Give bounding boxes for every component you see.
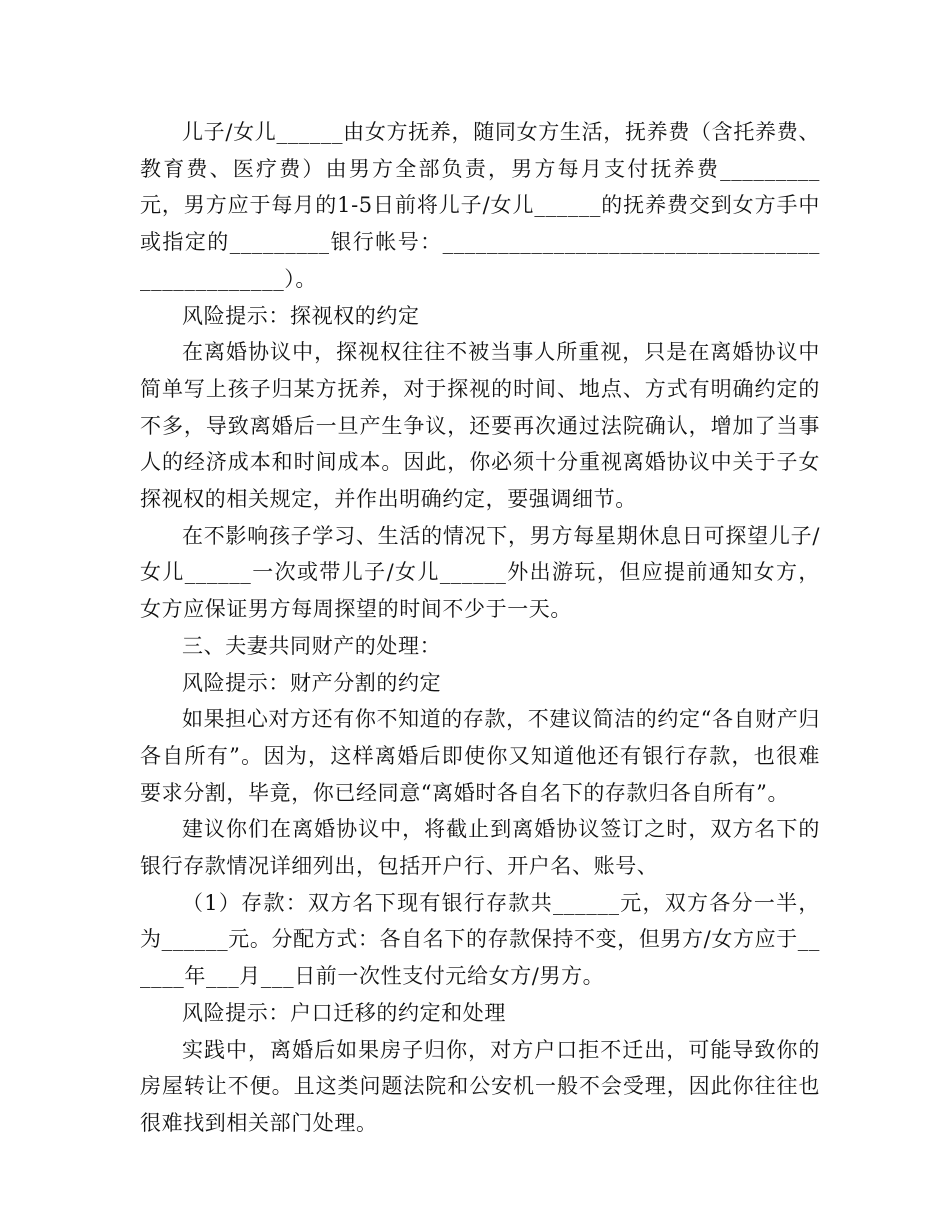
paragraph-property-explanation: 如果担心对方还有你不知道的存款，不建议简洁的约定“各自财产归各自所有”。因为，这样离婚后即使你又知道他还有银行存款，也很难要求分割，毕竟，你已经同意“离婚时各自名下的存款归各自所有”。 [140, 707, 820, 805]
paragraph-household-explanation: 实践中，离婚后如果房子归你，对方户口拒不迁出，可能导致你的房屋转让不便。且这类问题法院和公安机一般不会受理，因此你往往也很难找到相关部门处理。 [140, 1037, 820, 1135]
document-body [140, 114, 820, 1142]
paragraph-deposit-suggestion: 建议你们在离婚协议中，将截止到离婚协议签订之时，双方名下的银行存款情况详细列出，包括开户行、开户名、账号、 [140, 817, 820, 879]
paragraph-risk-household-heading: 风险提示：户口迁移的约定和处理 [182, 1000, 506, 1025]
paragraph-visitation-terms: 在不影响孩子学习、生活的情况下，男方每星期休息日可探望儿子/女儿______一次或带儿子/女儿______外出游玩，但应提前通知女方，女方应保证男方每周探望的时间不少于一天。 [140, 523, 820, 622]
paragraph-deposit-clause: （1）存款：双方名下现有银行存款共______元，双方各分一半，为______元。分配方式：各自名下的存款保持不变，但男方/女方应于______年___月___日前一次性支付元给女方/男方。 [140, 890, 820, 989]
paragraph-child-support: 儿子/女儿______由女方抚养，随同女方生活，抚养费（含托养费、教育费、医疗费）由男方全部负责，男方每月支付抚养费_________元，男方应于每月的1-5日前将儿子/女儿______的抚养费交到女方手中或指定的_________银行帐号：_______________________________________________）。 [140, 120, 820, 291]
paragraph-risk-property-heading: 风险提示：财产分割的约定 [182, 670, 442, 695]
paragraph-risk-visitation-heading: 风险提示：探视权的约定 [182, 303, 420, 328]
paragraph-section-three-heading: 三、夫妻共同财产的处理： [182, 633, 442, 658]
paragraph-visitation-explanation: 在离婚协议中，探视权往往不被当事人所重视，只是在离婚协议中简单写上孩子归某方抚养，对于探视的时间、地点、方式有明确约定的不多，导致离婚后一旦产生争议，还要再次通过法院确认，增加了当事人的经济成本和时间成本。因此，你必须十分重视离婚协议中关于子女探视权的相关规定，并作出明确约定，要强调细节。 [140, 340, 820, 512]
